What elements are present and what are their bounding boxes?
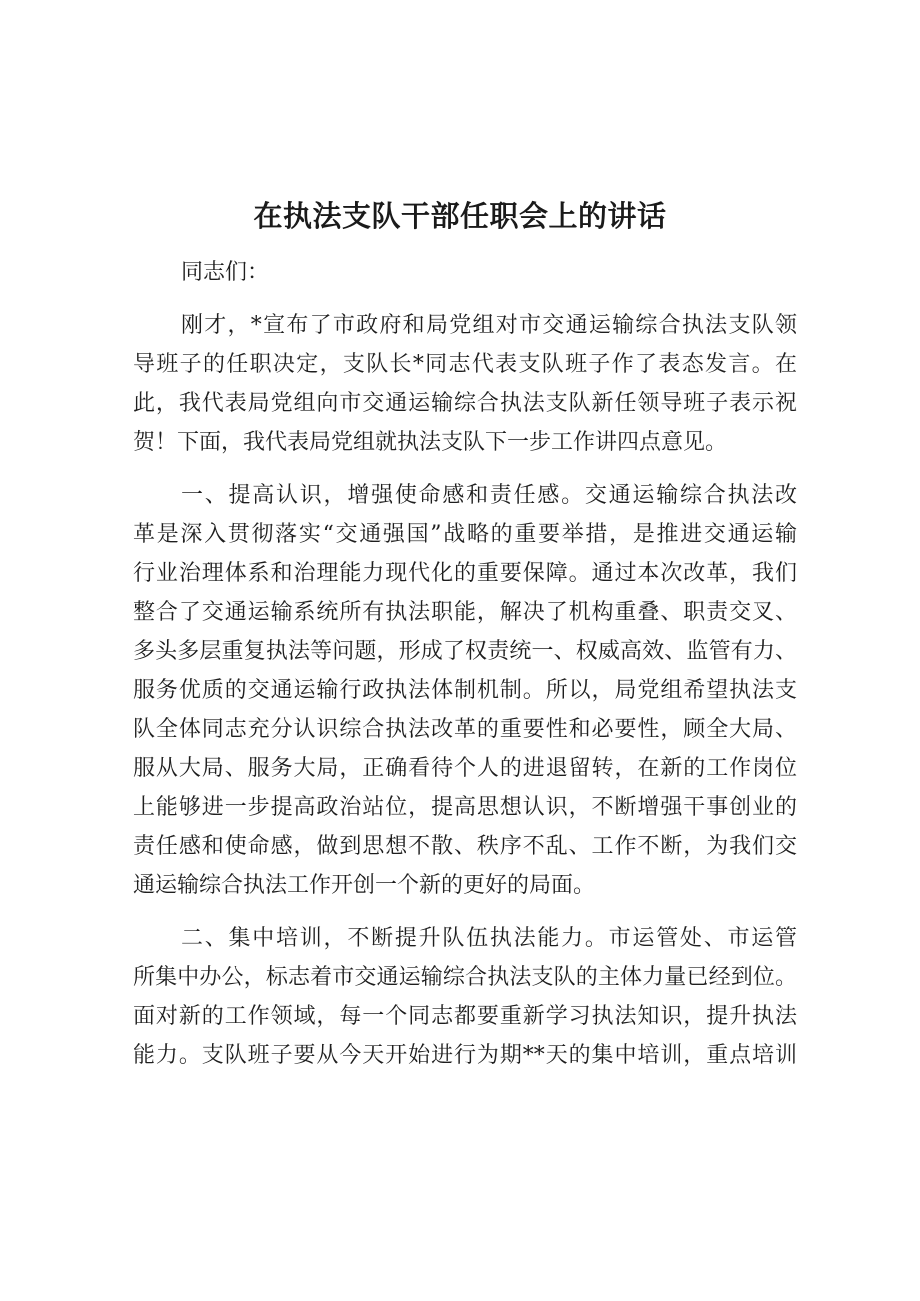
document-body: [133, 253, 797, 1089]
paragraph-line: 刚才，*宣布了市政府和局党组对市交通运输综合执法支队领: [181, 313, 797, 338]
paragraph-line: 一、提高认识，增强使命感和责任感。交通运输综合执法改: [181, 483, 797, 508]
paragraph-line: 上能够进一步提高政治站位，提高思想认识，不断增强干事创业的: [133, 795, 797, 820]
paragraph-line: 服务优质的交通运输行政执法体制机制。所以，局党组希望执法支: [133, 678, 797, 703]
paragraph-line: 导班子的任职决定，支队长*同志代表支队班子作了表态发言。在: [133, 352, 797, 377]
paragraph-line: 所集中办公，标志着市交通运输综合执法支队的主体力量已经到位。: [133, 965, 797, 990]
paragraph-line: 服从大局、服务大局，正确看待个人的进退留转，在新的工作岗位: [133, 756, 797, 781]
paragraph-intro: [133, 306, 797, 462]
paragraph-line: 面对新的工作领域，每一个同志都要重新学习执法知识，提升执法: [133, 1004, 797, 1029]
paragraph-line: 多头多层重复执法等问题，形成了权责统一、权威高效、监管有力、: [133, 639, 797, 664]
paragraph-point-one: [133, 476, 797, 905]
paragraph-line: 队全体同志充分认识综合执法改革的重要性和必要性，顾全大局、: [133, 717, 797, 742]
document-title: 在执法支队干部任职会上的讲话: [253, 199, 667, 233]
paragraph-line: 行业治理体系和治理能力现代化的重要保障。通过本次改革，我们: [133, 561, 797, 586]
paragraph-line: 二、集中培训，不断提升队伍执法能力。市运管处、市运管: [181, 926, 797, 951]
paragraph-line: 通运输综合执法工作开创一个新的更好的局面。: [133, 873, 596, 898]
paragraph-line: 整合了交通运输系统所有执法职能，解决了机构重叠、职责交叉、: [133, 600, 797, 625]
paragraph-line: 贺！下面，我代表局党组就执法支队下一步工作讲四点意见。: [133, 430, 728, 455]
paragraph-line: 革是深入贯彻落实“交通强国”战略的重要举措，是推进交通运输: [133, 522, 797, 547]
paragraph-line: 能力。支队班子要从今天开始进行为期**天的集中培训，重点培训: [133, 1043, 797, 1068]
salutation: 同志们：: [181, 260, 270, 285]
paragraph-line: 责任感和使命感，做到思想不散、秩序不乱、工作不断，为我们交: [133, 834, 797, 859]
paragraph-point-two: [133, 919, 797, 1075]
paragraph-line: 此，我代表局党组向市交通运输综合执法支队新任领导班子表示祝: [133, 391, 797, 416]
